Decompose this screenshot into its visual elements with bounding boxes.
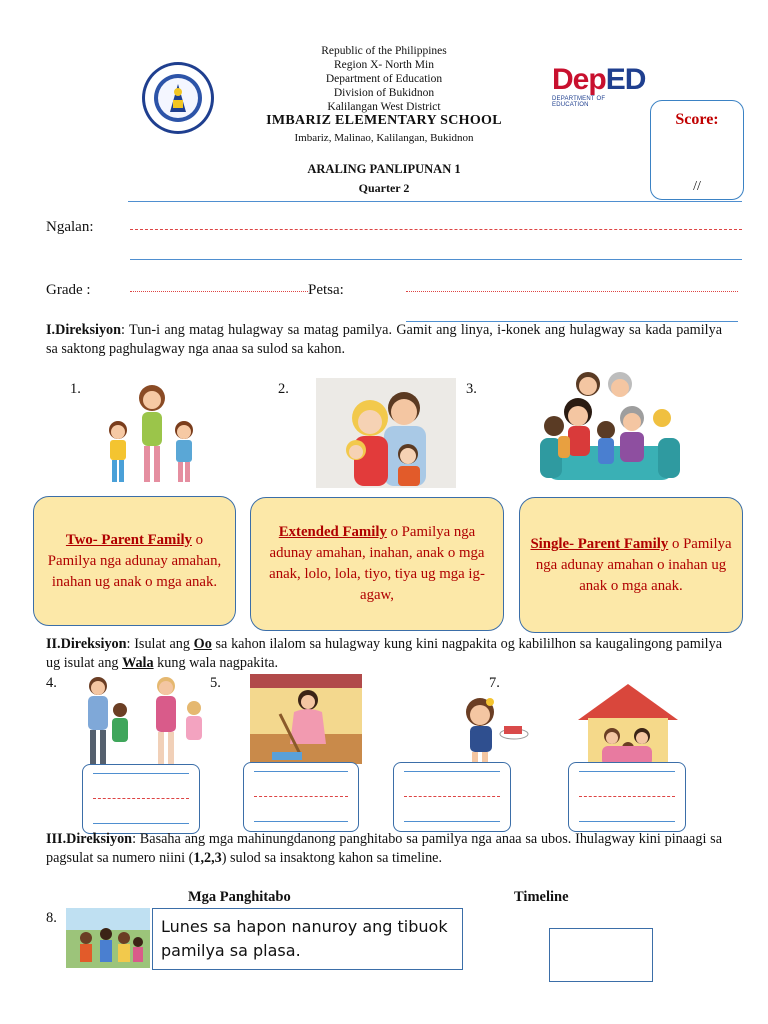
answer-box-6-topline bbox=[404, 771, 500, 772]
answer-box-6-baseline bbox=[404, 821, 500, 822]
header-line-5: Kalilangan West District bbox=[327, 101, 441, 113]
section2-text-1: : Isulat ang bbox=[126, 636, 194, 652]
item-5-number: 5. bbox=[210, 675, 221, 691]
header-line-3: Department of Education bbox=[325, 73, 443, 85]
item-4-number: 4. bbox=[46, 675, 57, 691]
card-two-parent-family[interactable] bbox=[33, 496, 236, 626]
answer-box-7-topline bbox=[579, 771, 675, 772]
section3-text-1: : Basaha ang mga mahinungdanong panghitabo sa pamilya nga anaa sa ubos. Ihulagway kini pinaagi sa pagsulat sa numero niini ( bbox=[46, 831, 722, 866]
extended-family-image[interactable] bbox=[534, 368, 686, 494]
section1-text: : Tun-i ang matag hulagway sa matag pamilya. Gamit ang linya, i-konek ang hulagway sa kada pamilya sa saktong paghulagway nga anaa sa sulod sa kahon. bbox=[46, 322, 722, 357]
timeline-column-header: Timeline bbox=[514, 889, 569, 905]
answer-box-5-topline bbox=[254, 771, 348, 772]
grade-label: Grade : bbox=[46, 282, 91, 298]
deped-logo: DepED DEPARTMENT OF EDUCATION bbox=[552, 63, 646, 108]
answer-box-5[interactable] bbox=[243, 762, 359, 832]
name-label: Ngalan: bbox=[46, 219, 94, 235]
card-extended-family-text: o Pamilya nga adunay amahan, inahan, anak o mga anak, lolo, lola, tiyo, tiya ug mga ig-agaw, bbox=[269, 524, 485, 603]
section3-text-2: ) sulod sa insaktong kahon sa timeline. bbox=[221, 850, 443, 866]
section3-numbers: 1,2,3 bbox=[193, 850, 222, 866]
section2-wala: Wala bbox=[122, 655, 154, 671]
item-1-number: 1. bbox=[70, 381, 81, 397]
card-extended-family[interactable] bbox=[250, 497, 504, 631]
answer-box-4[interactable] bbox=[82, 764, 200, 834]
item-3-number: 3. bbox=[466, 381, 477, 397]
section2-text-2: sa kahon ilalom sa hulagway kung kini nagpakita og kabililhon sa kaugalingong pamilya ug isulat ang bbox=[46, 636, 722, 671]
header-line-2: Region X- North Min bbox=[334, 59, 434, 71]
events-column-header: Mga Panghitabo bbox=[188, 889, 291, 905]
item-7-number: 7. bbox=[489, 675, 500, 691]
card-single-parent-family-text: o Pamilya nga adunay amahan o inahan ug anak o mga anak. bbox=[535, 535, 732, 594]
header-line-1: Republic of the Philippines bbox=[321, 45, 447, 57]
card-two-parent-family-text: o Pamilya nga adunay amahan, inahan ug anak o mga anak. bbox=[47, 531, 222, 590]
date-line[interactable] bbox=[406, 291, 738, 292]
score-box[interactable] bbox=[650, 100, 744, 200]
date-label: Petsa: bbox=[308, 282, 344, 298]
section3-directions bbox=[46, 830, 722, 868]
family-home-image bbox=[572, 680, 684, 768]
answer-box-6[interactable] bbox=[393, 762, 511, 832]
section3-heading: III.Direksiyon bbox=[46, 831, 133, 847]
card-single-parent-family-title: Single- Parent Family bbox=[530, 535, 669, 552]
section2-oo: Oo bbox=[193, 636, 212, 652]
card-extended-family-title: Extended Family bbox=[278, 524, 387, 540]
deped-seal-logo bbox=[140, 60, 216, 136]
answer-box-5-midline bbox=[254, 796, 348, 797]
deped-logo-caption: DEPARTMENT OF EDUCATION bbox=[552, 96, 606, 108]
answer-box-5-baseline bbox=[254, 821, 348, 822]
score-value: // bbox=[693, 179, 701, 194]
event-text-box bbox=[152, 908, 463, 970]
item-8-number: 8. bbox=[46, 910, 57, 926]
header-line-4: Division of Bukidnon bbox=[333, 87, 435, 99]
grade-line[interactable] bbox=[130, 291, 308, 292]
school-address: Imbariz, Malinao, Kalilangan, Bukidnon bbox=[294, 132, 474, 144]
answer-box-4-topline bbox=[93, 773, 189, 774]
answer-box-6-midline bbox=[404, 796, 500, 797]
section1-directions bbox=[46, 321, 722, 359]
section1-heading: I.Direksiyon bbox=[46, 322, 122, 338]
answer-box-4-midline bbox=[93, 798, 189, 799]
header-divider bbox=[128, 201, 742, 202]
mother-cleaning-image bbox=[250, 674, 362, 764]
section2-directions bbox=[46, 635, 722, 673]
parents-hugging-children-image bbox=[74, 674, 216, 770]
item-2-number: 2. bbox=[278, 381, 289, 397]
two-parent-family-image[interactable] bbox=[316, 378, 456, 488]
answer-box-7[interactable] bbox=[568, 762, 686, 832]
score-label: Score: bbox=[675, 111, 719, 128]
name-line[interactable] bbox=[130, 229, 742, 230]
answer-box-4-baseline bbox=[93, 823, 189, 824]
name-underline bbox=[130, 259, 742, 260]
timeline-answer-box[interactable] bbox=[549, 928, 653, 982]
section2-text-3: kung wala nagpakita. bbox=[153, 655, 279, 671]
card-two-parent-family-title: Two- Parent Family bbox=[65, 531, 192, 548]
answer-box-7-baseline bbox=[579, 821, 675, 822]
family-outing-image bbox=[66, 908, 150, 968]
school-name: IMBARIZ ELEMENTARY SCHOOL bbox=[266, 113, 502, 128]
subject-title: ARALING PANLIPUNAN 1 bbox=[307, 162, 461, 176]
section2-heading: II.Direksiyon bbox=[46, 636, 127, 652]
event-text: Lunes sa hapon nanuroy ang tibuok pamilya sa plasa. bbox=[161, 917, 448, 960]
answer-box-7-midline bbox=[579, 796, 675, 797]
card-single-parent-family[interactable] bbox=[519, 497, 743, 633]
single-parent-family-image[interactable] bbox=[96, 376, 206, 488]
quarter-label: Quarter 2 bbox=[358, 181, 410, 195]
